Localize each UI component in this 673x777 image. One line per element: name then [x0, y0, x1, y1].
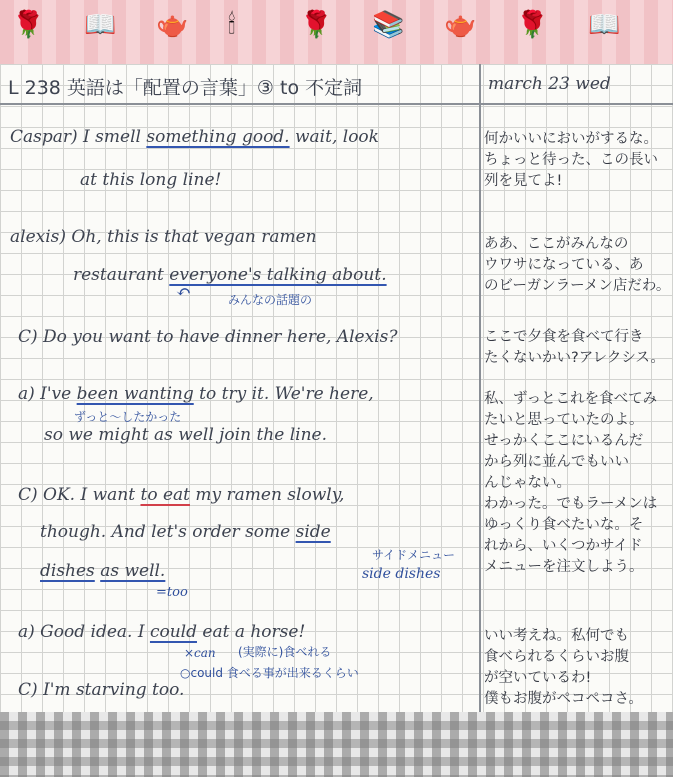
top-washi-tape [0, 0, 673, 65]
dialogue-line-9 [40, 522, 331, 542]
translation-line: 僕もお腹がペコペコさ。 [484, 691, 643, 707]
header-rule [0, 103, 673, 105]
underlined-phrase: could [149, 622, 197, 642]
translation-line: ウワサになっている、あ [484, 257, 644, 273]
dialogue-line-3: alexis) Oh, this is that vegan ramen [10, 227, 317, 247]
dialogue-text: C) OK. I want [18, 485, 141, 505]
translation-line: 食べられるくらいお腹 [484, 649, 629, 665]
note-japanese: サイドメニュー [372, 548, 456, 562]
note-japanese: (実際に)食べれる [238, 645, 332, 659]
rose-icon: 🌹 [516, 10, 549, 40]
underlined-phrase: everyone's talking about. [169, 265, 387, 285]
translation-line: ゆっくり食べたいな。そ [484, 517, 644, 533]
translation-line: れから、いくつかサイド [484, 538, 643, 554]
column-divider [479, 64, 481, 712]
translation-line: が空いているわ! [484, 670, 592, 686]
translation-line: たいと思っていたのよ。 [484, 412, 644, 428]
dialogue-text: a) Good idea. I [18, 622, 150, 642]
underlined-phrase: to eat [140, 485, 190, 505]
translation-line: んじゃない。 [484, 475, 571, 491]
translation-line: のビーガンラーメン店だわ。 [484, 278, 671, 294]
dialogue-line-10 [40, 561, 165, 581]
underlined-phrase: been wanting [76, 384, 194, 404]
dialogue-line-2: at this long line! [80, 170, 222, 190]
translation-line: 列を見てよ! [484, 173, 563, 189]
underlined-phrase: side [295, 522, 331, 542]
books-icon: 📚 [372, 10, 405, 40]
dialogue-text: to try it. We're here, [193, 384, 374, 404]
dialogue-line-5: C) Do you want to have dinner here, Alexis? [18, 327, 398, 347]
translation-line: 私、ずっとこれを食べてみ [484, 391, 658, 407]
dialogue-line-6 [18, 384, 374, 404]
candle-icon: 🕯 [228, 10, 236, 40]
translation-line: から列に並んでもいい [484, 454, 629, 470]
teapot-icon: 🫖 [156, 10, 189, 40]
translation-line: たくないかい?アレクシス。 [484, 350, 665, 366]
translation-line: ちょっと待った、この長い [484, 152, 658, 168]
rose-icon: 🌹 [300, 10, 333, 40]
dialogue-text: restaurant [73, 265, 170, 285]
underlined-phrase: as well. [100, 561, 166, 581]
translation-line: いい考えね。私何でも [484, 628, 629, 644]
dialogue-line-1 [10, 127, 379, 147]
translation-line: ああ、ここがみんなの [484, 236, 629, 252]
note-japanese: みんなの話題の [228, 293, 313, 307]
bottom-gingham-tape [0, 712, 673, 777]
dialogue-text: wait, look [289, 127, 379, 147]
note-english: side dishes [362, 566, 441, 582]
translation-line: せっかくここにいるんだ [484, 433, 644, 449]
arrow-icon: ↶ [176, 282, 192, 303]
dialogue-text: my ramen slowly, [189, 485, 345, 505]
translation-line: ここで夕食を食べて行き [484, 329, 644, 345]
underlined-phrase: dishes [40, 561, 95, 581]
translation-line: メニューを注文しよう。 [484, 559, 644, 575]
translation-line: わかった。でもラーメンは [484, 496, 658, 512]
rose-icon: 🌹 [12, 10, 45, 40]
dialogue-text: a) I've [18, 384, 77, 404]
dialogue-text: Caspar) I smell [10, 127, 147, 147]
dialogue-line-11 [18, 622, 305, 642]
note-english: =too [156, 585, 188, 600]
translation-line: 何かいいにおいがするな。 [484, 131, 658, 147]
dialogue-line-12: C) I'm starving too. [18, 680, 185, 700]
note-japanese: ずっと〜したかった [74, 410, 182, 424]
note-japanese: ○could 食べる事が出来るくらい [180, 666, 359, 680]
dialogue-text: eat a horse! [196, 622, 306, 642]
underlined-phrase: something good. [146, 127, 290, 147]
note-english: ×can [184, 646, 216, 660]
dialogue-line-7: so we might as well join the line. [44, 425, 327, 445]
dialogue-text: though. And let's order some [40, 522, 296, 542]
teapot-icon: 🫖 [444, 10, 477, 40]
book-icon: 📖 [588, 10, 621, 40]
dialogue-line-4 [73, 265, 387, 285]
dialogue-line-8 [18, 485, 344, 505]
page-date: march 23 wed [488, 74, 611, 94]
book-icon: 📖 [84, 10, 117, 40]
page-title: L 238 英語は「配置の言葉」③ to 不定詞 [8, 77, 363, 99]
